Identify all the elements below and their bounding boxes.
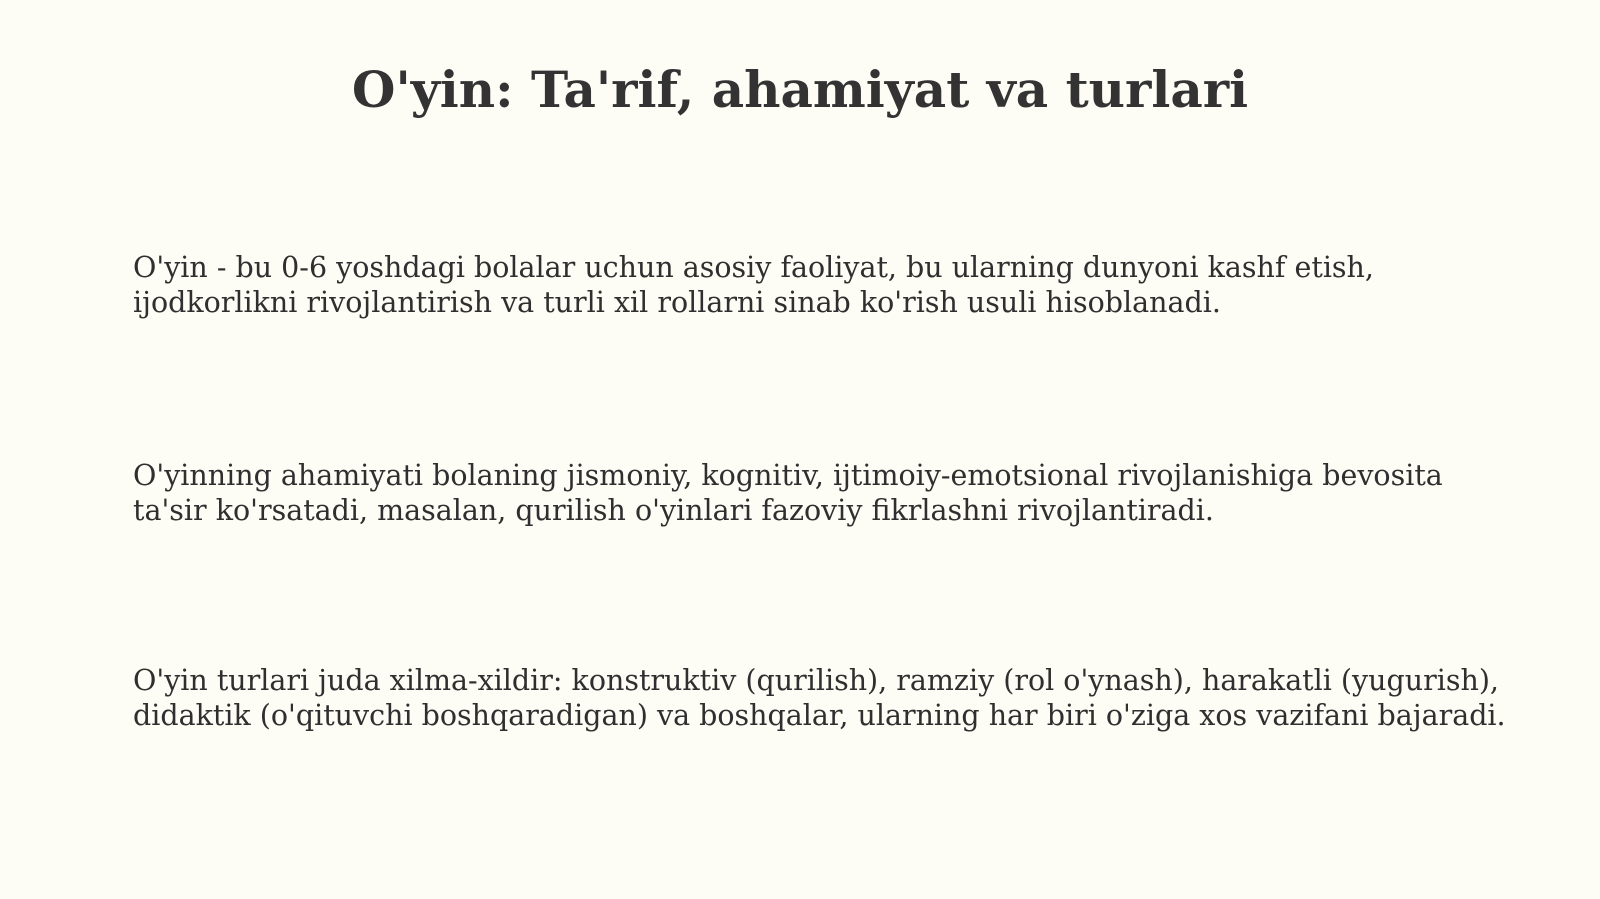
- paragraph-types: O'yin turlari juda xilma-xildir: konstruktiv (qurilish), ramziy (rol o'ynash), harakatli (yugurish), didaktik (o'qituvchi boshqaradigan) va boshqalar, ularning har biri o'ziga xos vazifani bajaradi.: [133, 664, 1506, 732]
- paragraph-definition: O'yin - bu 0-6 yoshdagi bolalar uchun asosiy faoliyat, bu ularning dunyoni kashf etish, ijodkorlikni rivojlantirish va turli xil rollarni sinab ko'rish usuli hisoblanadi.: [133, 251, 1374, 319]
- slide-title: O'yin: Ta'rif, ahamiyat va turlari: [351, 60, 1249, 119]
- paragraph-importance: O'yinning ahamiyati bolaning jismoniy, kognitiv, ijtimoiy-emotsional rivojlanishiga bevosita ta'sir ko'rsatadi, masalan, qurilish o'yinlari fazoviy fikrlashni rivojlantiradi.: [133, 459, 1443, 527]
